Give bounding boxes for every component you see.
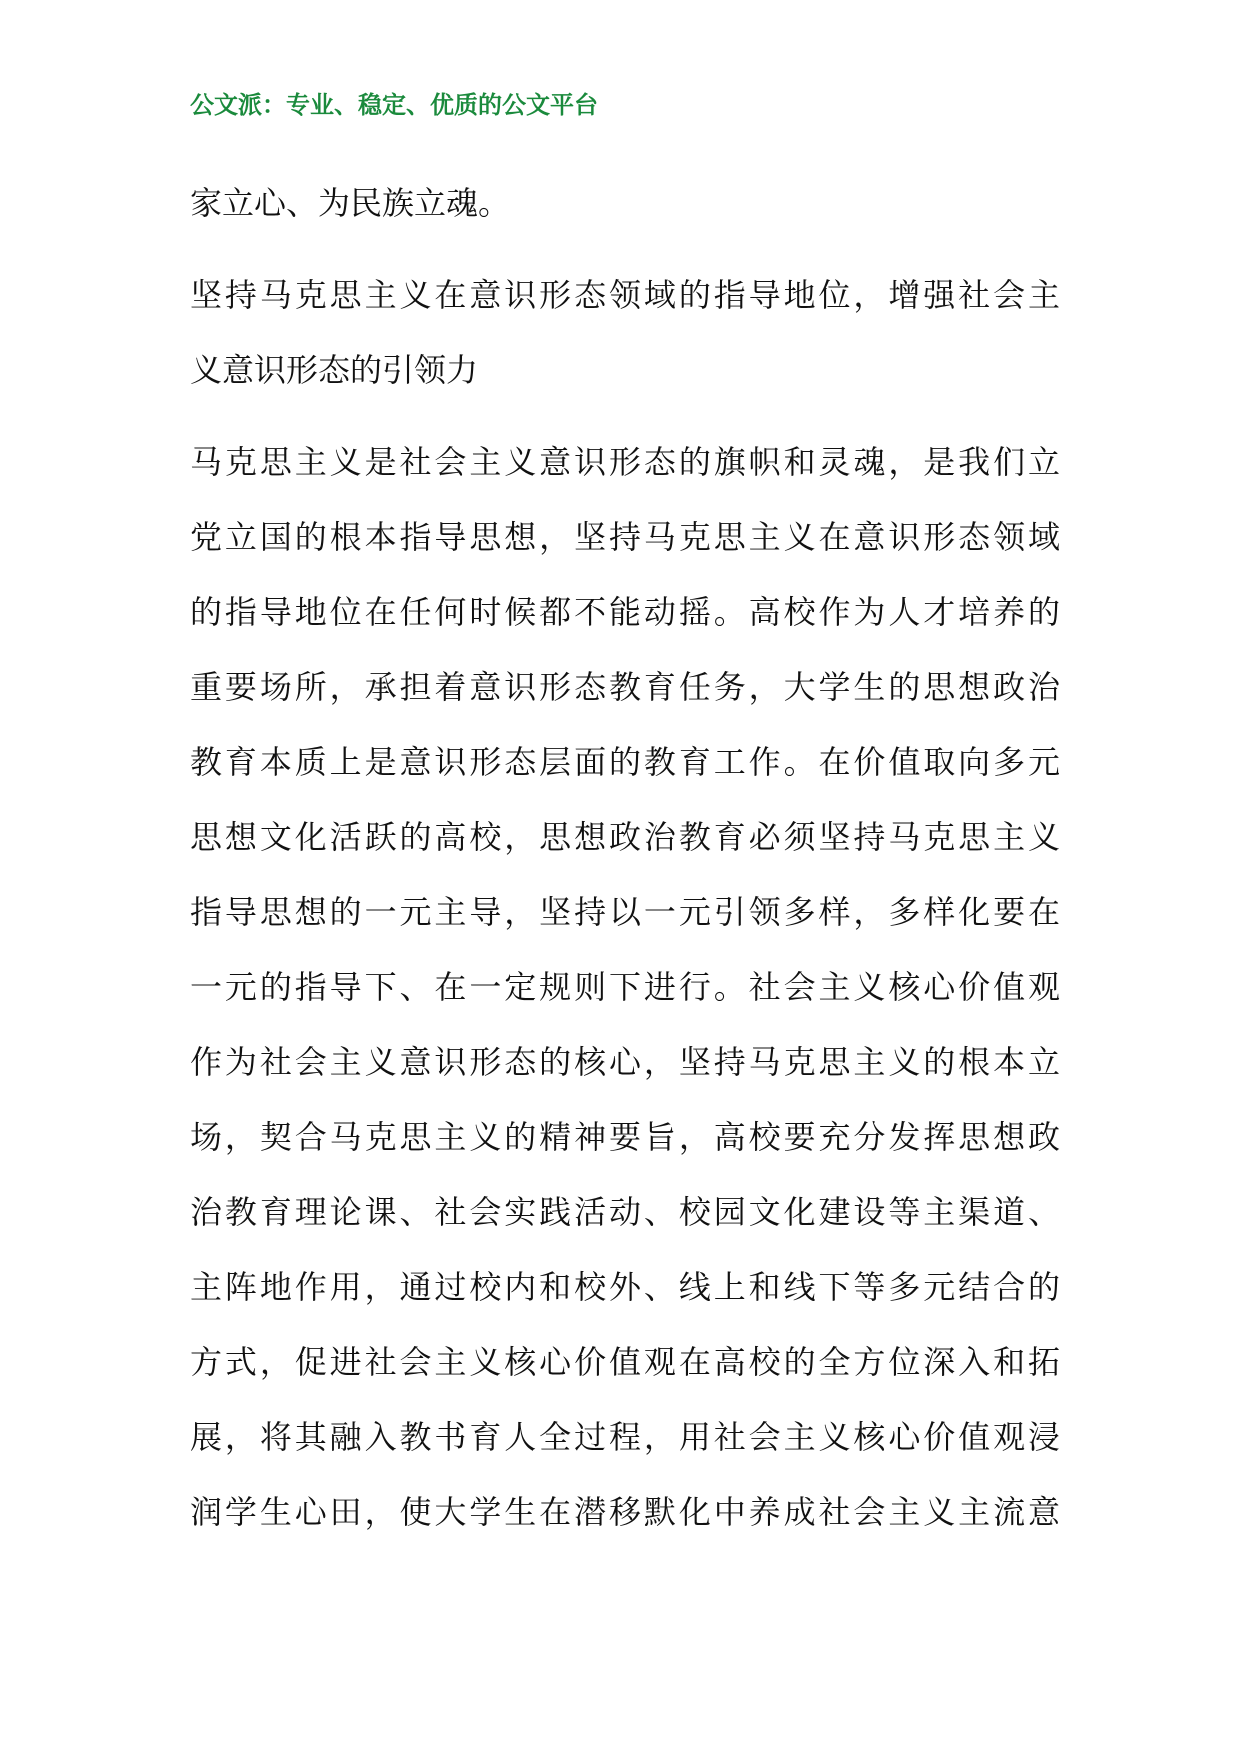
text-line: 党立国的根本指导思想，坚持马克思主义在意识形态领域 xyxy=(190,518,1060,556)
paragraph-1 xyxy=(190,166,1060,241)
text-line: 润学生心田，使大学生在潜移默化中养成社会主义主流意 xyxy=(190,1493,1060,1531)
text-line: 指导思想的一元主导，坚持以一元引领多样，多样化要在 xyxy=(190,893,1060,931)
text-line: 主阵地作用，通过校内和校外、线上和线下等多元结合的 xyxy=(190,1268,1060,1306)
text-line: 重要场所，承担着意识形态教育任务，大学生的思想政治 xyxy=(190,668,1060,706)
document-body xyxy=(190,166,1060,1550)
text-line: 展，将其融入教书育人全过程，用社会主义核心价值观浸 xyxy=(190,1418,1060,1456)
text-line: 治教育理论课、社会实践活动、校园文化建设等主渠道、 xyxy=(190,1193,1060,1231)
text-line: 义意识形态的引领力 xyxy=(190,351,479,389)
text-line: 马克思主义是社会主义意识形态的旗帜和灵魂，是我们立 xyxy=(190,443,1060,481)
text-line: 场，契合马克思主义的精神要旨，高校要充分发挥思想政 xyxy=(190,1118,1060,1156)
text-line: 思想文化活跃的高校，思想政治教育必须坚持马克思主义 xyxy=(190,818,1060,856)
paragraph-3 xyxy=(190,425,1060,1550)
text-line: 坚持马克思主义在意识形态领域的指导地位，增强社会主 xyxy=(190,276,1060,314)
text-line: 一元的指导下、在一定规则下进行。社会主义核心价值观 xyxy=(190,968,1060,1006)
text-line: 教育本质上是意识形态层面的教育工作。在价值取向多元 xyxy=(190,743,1060,781)
text-line: 方式，促进社会主义核心价值观在高校的全方位深入和拓 xyxy=(190,1343,1060,1381)
text-line: 的指导地位在任何时候都不能动摇。高校作为人才培养的 xyxy=(190,593,1060,631)
text-line: 家立心、为民族立魂。 xyxy=(190,184,511,222)
text-line: 作为社会主义意识形态的核心，坚持马克思主义的根本立 xyxy=(190,1043,1060,1081)
section-heading xyxy=(190,258,1060,408)
page-header-banner: 公文派：专业、稳定、优质的公文平台 xyxy=(190,91,598,119)
